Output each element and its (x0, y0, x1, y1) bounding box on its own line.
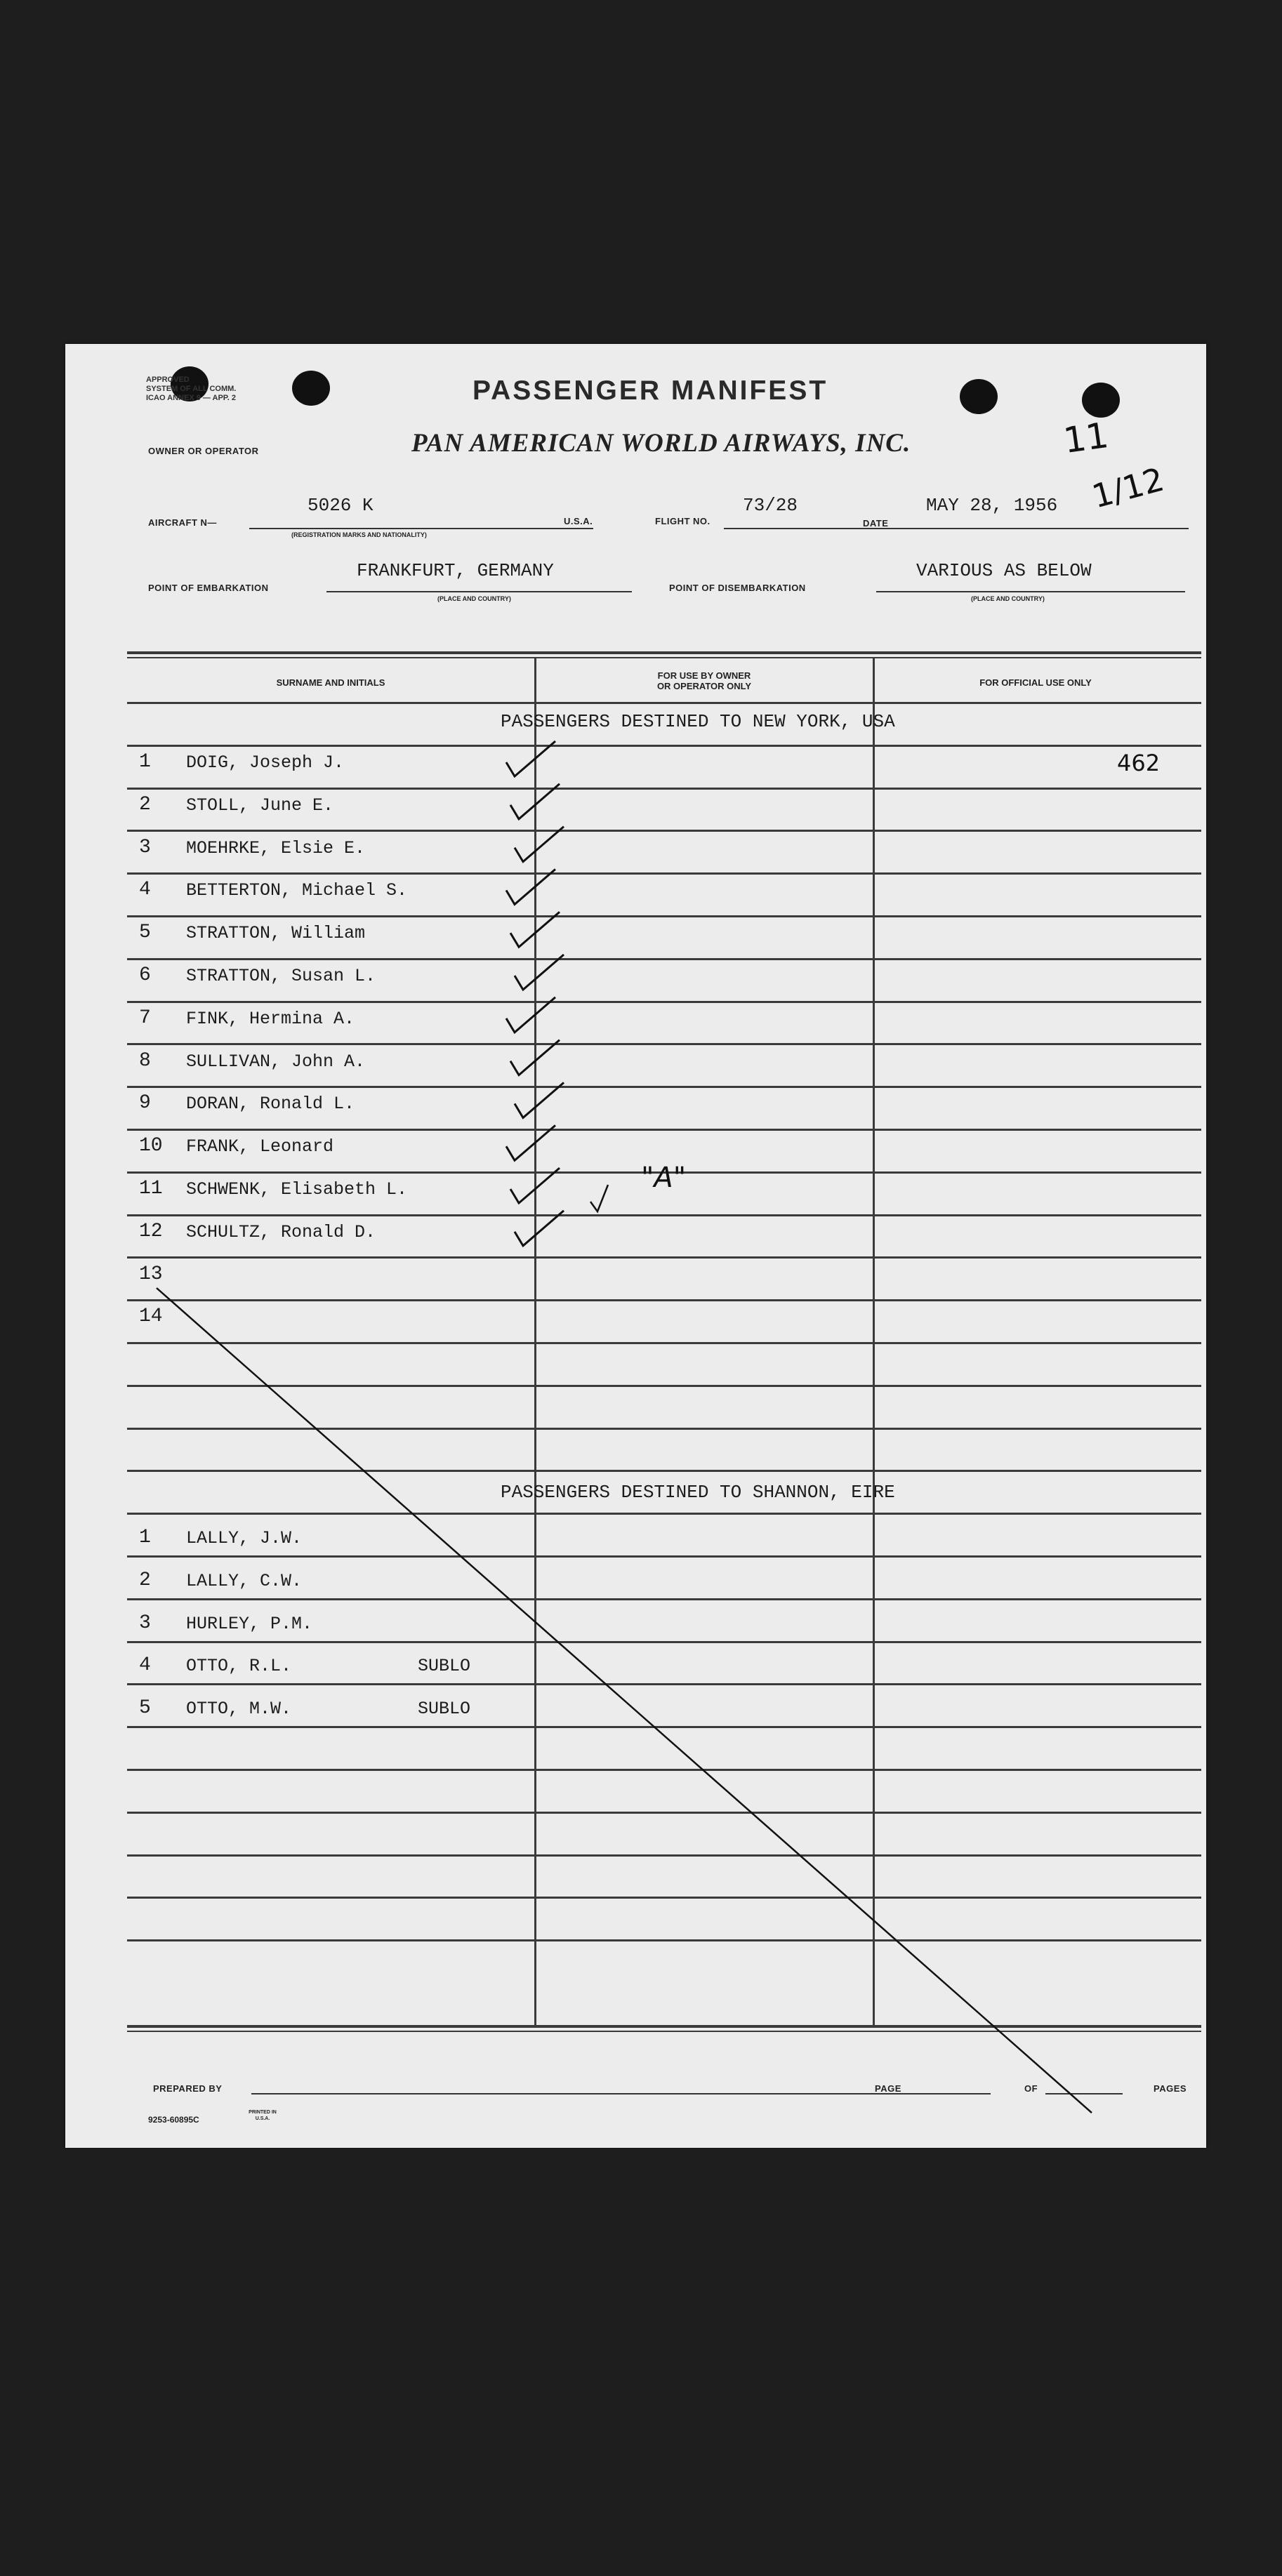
check-mark (510, 1168, 560, 1203)
form-approval-code: APPROVED SYSTEM OF ALL COMM. ICAO ANNEX 9 — APP. 2 (146, 376, 237, 402)
date-label: DATE (863, 518, 889, 529)
row-number: 4 (139, 879, 151, 901)
passenger-name: STRATTON, William (186, 923, 366, 944)
passenger-name: SULLIVAN, John A. (186, 1051, 366, 1072)
disembarkation-value: VARIOUS AS BELOW (916, 560, 1092, 581)
row-number: 1 (139, 751, 151, 773)
aircraft-label: AIRCRAFT N— (148, 517, 217, 528)
handwritten-page-number: 11 (1061, 414, 1111, 462)
passenger-name: DORAN, Ronald L. (186, 1094, 355, 1115)
passenger-name: HURLEY, P.M. (186, 1613, 313, 1634)
disembarkation-label: POINT OF DISEMBARKATION (669, 583, 806, 593)
check-mark (510, 784, 560, 819)
passenger-name: OTTO, M.W. (186, 1699, 292, 1720)
row-number: 1 (139, 1527, 151, 1548)
section-heading-new-york: PASSENGERS DESTINED TO NEW YORK, USA (501, 711, 895, 732)
passenger-note: SUBLO (418, 1699, 471, 1720)
handwriting-overlay (65, 344, 1206, 2148)
cancel-diagonal-line (157, 1288, 1092, 2113)
passenger-name: STRATTON, Susan L. (186, 966, 376, 986)
row-number: 12 (139, 1220, 163, 1242)
date-value: MAY 28, 1956 (926, 495, 1058, 516)
check-mark (510, 912, 560, 947)
embarkation-label: POINT OF EMBARKATION (148, 583, 269, 593)
owner-label: OWNER OR OPERATOR (148, 446, 259, 456)
row-number: 4 (139, 1654, 151, 1677)
place-country-label: (PLACE AND COUNTRY) (971, 595, 1045, 602)
pages-label: PAGES (1154, 2083, 1187, 2094)
row-number: 5 (139, 922, 151, 944)
handwritten-annotation-a: "A" (641, 1162, 687, 1194)
check-mark (515, 955, 564, 990)
row-number: 11 (139, 1178, 163, 1200)
passenger-name: DOIG, Joseph J. (186, 752, 345, 773)
passenger-name: FRANK, Leonard (186, 1136, 334, 1157)
row-number: 14 (139, 1306, 163, 1328)
row-number: 3 (139, 836, 151, 858)
row-number: 2 (139, 793, 151, 816)
airline-name: PAN AMERICAN WORLD AIRWAYS, INC. (411, 429, 911, 458)
registration-label: (REGISTRATION MARKS AND NATIONALITY) (291, 531, 427, 538)
row-number: 8 (139, 1049, 151, 1072)
page-label: PAGE (875, 2083, 901, 2094)
footer-code: 9253-60895C (148, 2115, 199, 2125)
row-number: 7 (139, 1007, 151, 1029)
check-mark (515, 827, 564, 862)
passenger-name: OTTO, R.L. (186, 1656, 292, 1677)
row-number: 10 (139, 1135, 163, 1157)
aircraft-value: 5026 K (308, 495, 374, 516)
passenger-name: BETTERTON, Michael S. (186, 880, 408, 901)
passenger-name: MOEHRKE, Elsie E. (186, 837, 366, 858)
row-number: 6 (139, 964, 151, 986)
section-heading-shannon: PASSENGERS DESTINED TO SHANNON, EIRE (501, 1482, 895, 1503)
flight-label: FLIGHT NO. (655, 516, 711, 526)
prepared-by-label: PREPARED BY (153, 2083, 223, 2094)
check-mark (506, 1125, 555, 1160)
passenger-name: STOLL, June E. (186, 795, 334, 816)
row-number: 3 (139, 1612, 151, 1634)
official-note-462: 462 (1117, 750, 1161, 776)
embarkation-value: FRANKFURT, GERMANY (357, 560, 554, 581)
flight-value: 73/28 (743, 495, 798, 516)
small-check-mark (590, 1185, 608, 1211)
check-mark (515, 1211, 564, 1246)
row-number: 5 (139, 1697, 151, 1720)
col-header-surname: SURNAME AND INITIALS (276, 677, 385, 688)
row-number: 13 (139, 1263, 163, 1285)
of-label: OF (1024, 2083, 1038, 2094)
passenger-name: LALLY, C.W. (186, 1570, 303, 1591)
passenger-name: SCHWENK, Elisabeth L. (186, 1179, 408, 1200)
place-country-label: (PLACE AND COUNTRY) (437, 595, 511, 602)
row-number: 9 (139, 1092, 151, 1115)
check-mark (510, 1040, 560, 1075)
passenger-name: FINK, Hermina A. (186, 1008, 355, 1029)
col-header-owner-use: FOR USE BY OWNER OR OPERATOR ONLY (656, 670, 752, 691)
check-mark (515, 1082, 564, 1117)
manifest-page (65, 344, 1206, 2148)
passenger-name: LALLY, J.W. (186, 1528, 303, 1548)
passenger-name: SCHULTZ, Ronald D. (186, 1221, 376, 1242)
passenger-note: SUBLO (418, 1656, 471, 1677)
handwritten-page-fraction: 1/12 (1088, 460, 1168, 516)
row-number: 2 (139, 1569, 151, 1591)
usa-label: U.S.A. (564, 516, 593, 526)
printer-mark: PRINTED IN U.S.A. (249, 2110, 277, 2121)
col-header-official-use: FOR OFFICIAL USE ONLY (979, 677, 1092, 688)
check-mark (506, 741, 555, 776)
check-mark (506, 869, 555, 904)
check-mark (506, 997, 555, 1033)
form-title: PASSENGER MANIFEST (473, 376, 828, 406)
